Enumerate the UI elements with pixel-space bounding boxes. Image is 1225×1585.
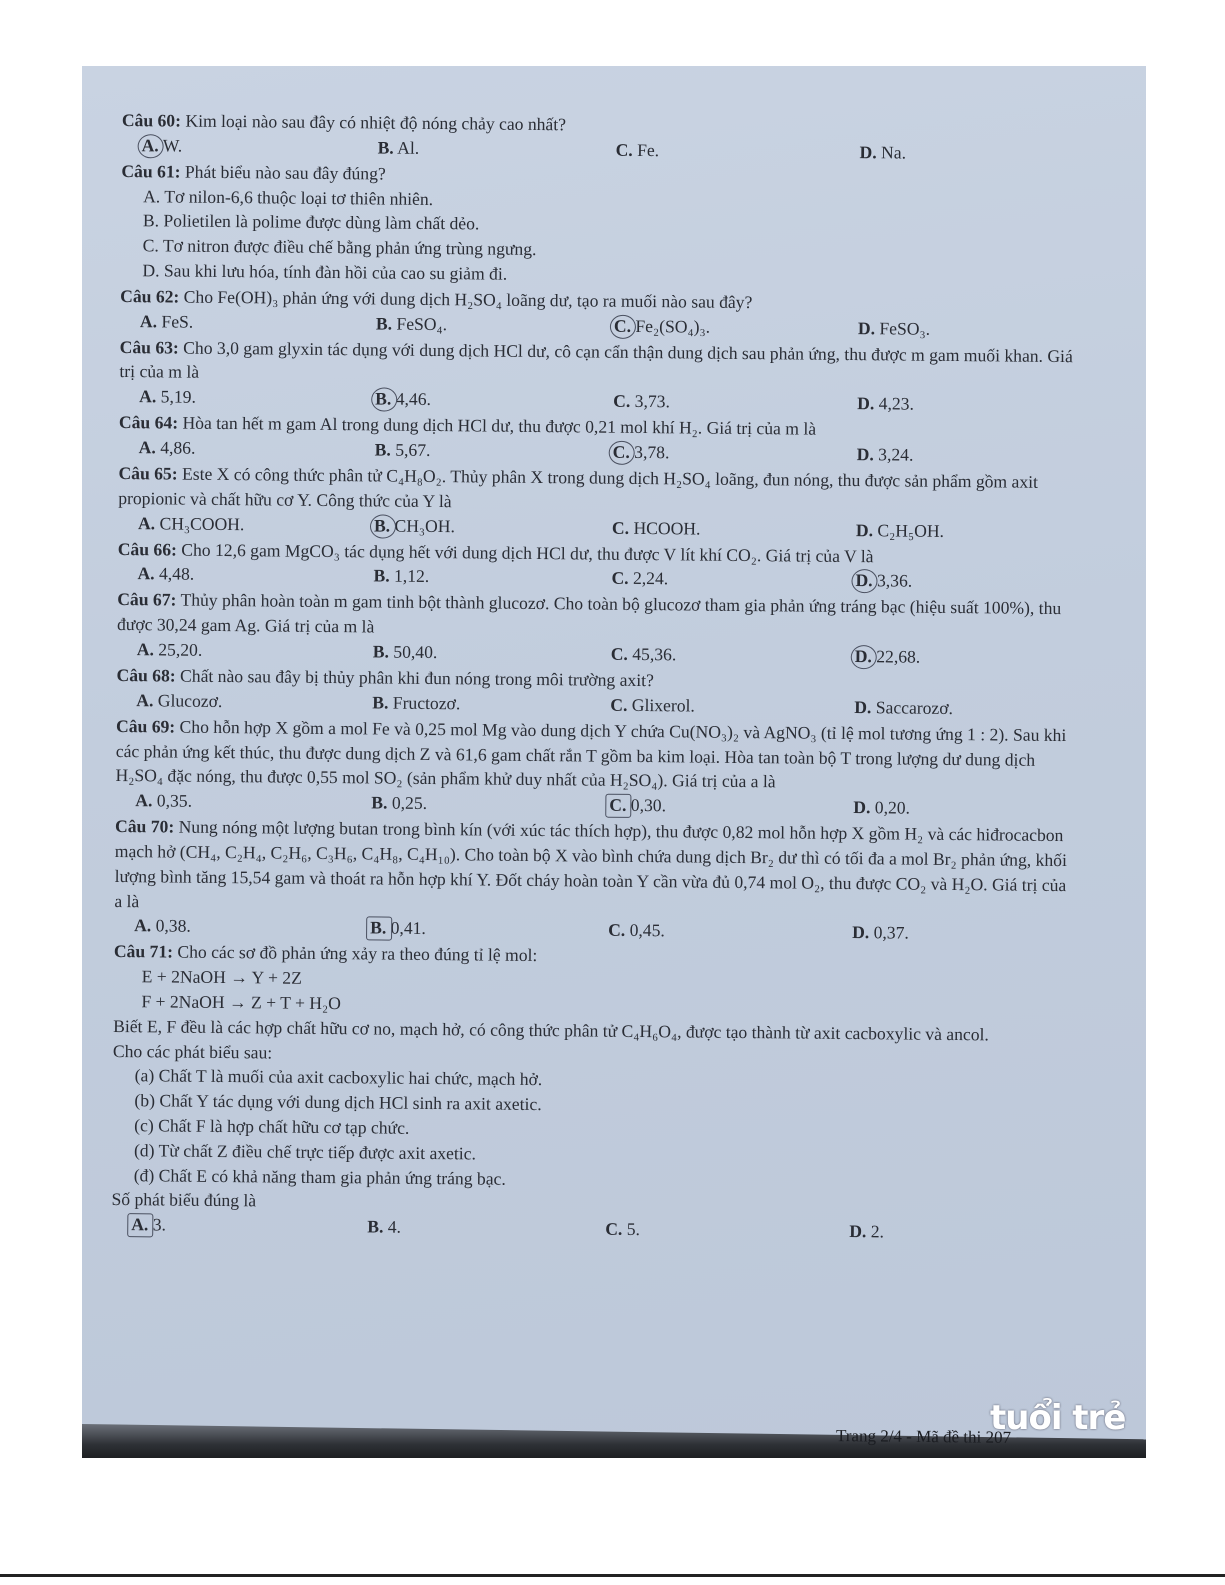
question-q62 — [120, 284, 1080, 343]
answer-option-d[interactable] — [858, 316, 930, 341]
option-text: 3. — [148, 1214, 167, 1235]
answer-option-a[interactable] — [140, 309, 194, 334]
question-body: Nung nóng một lượng butan trong bình kín (với xúc tác thích hợp), thu được 0,82 mol hỗn hợp X gồm H₂ và các hiđrocacbon mạch hở (CH₄, C₂H₄, C₂H₆, C₃H₆, C₄H₈, C₄H₁₀). Cho toàn bộ X vào bình chứa dung dịch Br₂ dư thì có tối đa a mol Br₂ phản ứng, khối lượng bình tăng 15,54 gam và thoát ra hỗn hợp khí Y. Đốt cháy hoàn toàn Y cần vừa đủ 0,74 mol O₂, thu được CO₂ và H₂O. Giá trị của a là — [114, 816, 1067, 911]
answer-option-d[interactable] — [855, 644, 921, 669]
answer-option-b[interactable] — [374, 513, 455, 539]
answer-option-a[interactable] — [142, 133, 183, 158]
question-label: Câu 68: — [116, 664, 176, 686]
answer-option-d[interactable] — [849, 1219, 884, 1244]
question-text — [115, 714, 1076, 798]
option-text: FeSO₄. — [391, 313, 448, 334]
answer-option-d[interactable] — [852, 920, 909, 945]
answer-option-c[interactable] — [605, 1217, 640, 1242]
option-text: 0,35. — [152, 790, 193, 811]
answer-option-d[interactable] — [855, 568, 912, 593]
question-body: Cho hỗn hợp X gồm a mol Fe và 0,25 mol Mg vào dung dịch Y chứa Cu(NO₃)₂ và AgNO₃ (tỉ lệ mol tương ứng 1 : 2). Sau khi các phản ứng kết thúc, thu được dung dịch Z và 61,6 gam chất rắn T gồm ba kim loại. Hòa tan toàn bộ T trong lượng dư dung dịch H₂SO₄ đặc nóng, thu được 0,55 mol SO₂ (sản phẩm khử duy nhất của H₂SO₄). Giá trị của a là — [115, 716, 1067, 792]
option-key: B. — [367, 1216, 384, 1237]
question-label: Câu 65: — [118, 462, 178, 484]
answer-option-b[interactable] — [375, 437, 431, 462]
option-key: D. — [859, 141, 877, 163]
bottom-divider — [0, 1574, 1225, 1577]
option-key: A. — [139, 310, 158, 331]
question-body: Kim loại nào sau đây có nhiệt độ nóng chảy cao nhất? — [180, 110, 567, 135]
option-key: A. — [136, 689, 154, 711]
option-key: C. — [615, 139, 633, 160]
question-body: Chất nào sau đây bị thủy phân khi đun nóng trong môi trường axit? — [175, 665, 654, 691]
option-key: B. — [371, 792, 388, 813]
option-text: 22,68. — [871, 646, 921, 667]
question-label: Câu 69: — [115, 715, 176, 737]
answer-option-b[interactable] — [376, 311, 447, 336]
question-body: Hòa tan hết m gam Al trong dung dịch HCl dư, thu được 0,21 mol khí H₂. Giá trị của m là — [178, 412, 817, 439]
option-text: 4,23. — [874, 393, 914, 414]
answer-option-a[interactable] — [136, 688, 222, 714]
answer-option-b[interactable] — [371, 791, 427, 816]
statement-item: (đ) Chất E có khả năng tham gia phản ứng tráng bạc. — [133, 1164, 506, 1189]
option-key: B. — [372, 641, 390, 662]
option-text: 50,40. — [388, 641, 438, 663]
answer-option-a[interactable] — [134, 913, 191, 938]
question-body: Cho 3,0 gam glyxin tác dụng với dung dịch HCl dư, cô cạn cẩn thận dung dịch sau phản ứng, thu được m gam muối khan. Giá trị của m là — [119, 337, 1073, 383]
option-key: D. — [854, 696, 872, 717]
option-text: FeS. — [156, 310, 194, 332]
option-text: 4,86. — [155, 437, 196, 458]
option-text: 5,67. — [390, 439, 431, 460]
option-key: A. — [136, 639, 155, 660]
statement-item: (c) Chất F là hợp chất hữu cơ tạp chức. — [134, 1115, 410, 1138]
option-key: D. — [855, 570, 873, 591]
option-text: W. — [158, 135, 183, 156]
option-text: 25,20. — [153, 639, 203, 660]
option-text: 0,38. — [151, 915, 191, 937]
answer-option-c[interactable] — [614, 313, 710, 339]
question-closing: Số phát biểu đúng là — [111, 1189, 257, 1211]
answer-option-a[interactable] — [135, 788, 192, 813]
question-label: Câu 70: — [115, 816, 175, 837]
option-key: A. — [139, 386, 157, 407]
question-label: Câu 62: — [120, 285, 180, 307]
option-key: C. — [608, 920, 626, 941]
question-label: Câu 64: — [118, 412, 179, 433]
answer-option-b[interactable] — [373, 564, 429, 589]
option-text: 0,37. — [869, 922, 909, 943]
option-text: 2,24. — [628, 568, 669, 589]
answer-option-c[interactable] — [608, 918, 665, 943]
option-key: B. — [373, 565, 390, 586]
option-text: Glucozơ. — [153, 690, 223, 711]
option-text: 0,45. — [625, 920, 665, 941]
option-key: D. — [857, 393, 875, 414]
exam-content — [111, 108, 1082, 1247]
question-q65 — [118, 461, 1079, 545]
question-body: Cho Fe(OH)₃ phản ứng với dung dịch H₂SO₄ loãng dư, tạo ra muối nào sau đây? — [179, 286, 753, 312]
option-key: A. — [131, 1214, 149, 1235]
option-text: 0,20. — [870, 797, 911, 818]
option-key: C. — [611, 517, 630, 538]
statement-item: C. Tơ nitron được điều chế bằng phản ứng trùng ngưng. — [142, 235, 537, 260]
answer-option-c[interactable] — [616, 138, 660, 163]
option-text: 5,19. — [156, 386, 197, 407]
statement-item: (b) Chất Y tác dụng với dung dịch HCl sinh ra axit axetic. — [134, 1090, 542, 1115]
option-text: Fe₂(SO₄)₃. — [630, 315, 711, 337]
option-text: C₂H₅OH. — [872, 519, 945, 541]
answer-option-a[interactable] — [137, 637, 203, 662]
option-key: B. — [375, 388, 392, 409]
answer-option-c[interactable] — [613, 440, 670, 465]
option-key: A. — [141, 134, 159, 156]
question-q71 — [111, 939, 1074, 1246]
answer-option-b[interactable] — [375, 387, 431, 412]
option-text: Saccarozơ. — [871, 696, 954, 718]
option-key: A. — [137, 563, 155, 584]
option-text: 0,30. — [626, 795, 667, 816]
option-text: Fe. — [632, 139, 660, 160]
question-q69 — [115, 714, 1076, 823]
answer-option-d[interactable] — [856, 518, 944, 544]
answer-option-d[interactable] — [853, 795, 910, 820]
option-key: D. — [856, 444, 874, 465]
answer-option-a[interactable] — [139, 384, 196, 409]
option-key: D. — [852, 922, 870, 943]
option-text: 1,12. — [389, 565, 430, 587]
answer-option-c[interactable] — [612, 515, 701, 541]
question-label: Câu 63: — [119, 336, 179, 358]
option-key: D. — [853, 797, 871, 818]
answer-option-a[interactable] — [131, 1212, 166, 1237]
statement-item: A. Tơ nilon-6,6 thuộc loại tơ thiên nhiên. — [143, 185, 434, 209]
answer-option-a[interactable] — [138, 511, 245, 537]
option-key: C. — [610, 694, 628, 715]
page-footer: Trang 2/4 - Mã đề thi 207 — [835, 1426, 1012, 1447]
question-label: Câu 60: — [121, 109, 182, 131]
option-text: Fructozơ. — [388, 692, 461, 714]
option-text: 0,41. — [386, 917, 426, 939]
option-text: Al. — [393, 137, 420, 158]
statement-item: B. Polietilen là polime được dùng làm chất dẻo. — [142, 210, 480, 234]
question-text — [114, 814, 1075, 922]
question-q60 — [122, 108, 1082, 167]
question-label: Câu 71: — [113, 941, 174, 962]
option-key: A. — [137, 512, 156, 533]
answer-option-b[interactable] — [370, 916, 426, 941]
option-key: B. — [372, 692, 389, 713]
answer-option-c[interactable] — [613, 389, 670, 414]
option-text: 3,78. — [629, 441, 670, 463]
option-key: C. — [611, 568, 629, 589]
option-text: 3,24. — [873, 444, 914, 465]
option-key: B. — [375, 313, 393, 334]
option-text: 4,48. — [154, 563, 195, 585]
option-key: A. — [135, 790, 153, 811]
question-q66 — [117, 537, 1077, 596]
answer-option-c[interactable] — [611, 642, 677, 667]
option-key: D. — [854, 646, 872, 667]
question-body: Cho các sơ đồ phản ứng xảy ra theo đúng tỉ lệ mol: — [172, 941, 538, 966]
question-label: Câu 66: — [117, 538, 178, 560]
option-text: 3,36. — [872, 570, 913, 591]
option-text: HCOOH. — [629, 517, 701, 539]
option-key: C. — [612, 441, 630, 462]
option-key: D. — [849, 1221, 867, 1242]
option-key: D. — [857, 317, 876, 338]
answer-option-b[interactable] — [378, 135, 420, 160]
reaction-equation: F + 2NaOH → Z + T + H₂O — [141, 991, 341, 1014]
answer-option-b[interactable] — [367, 1215, 401, 1240]
question-q67 — [117, 587, 1078, 671]
option-text: 5. — [622, 1218, 641, 1240]
option-text: FeSO₃. — [874, 317, 931, 339]
answer-option-d[interactable] — [859, 140, 906, 165]
option-text: Glixerol. — [627, 694, 695, 716]
answer-option-a[interactable] — [137, 562, 194, 587]
statement-item: (d) Từ chất Z điều chế trực tiếp được axit axetic. — [133, 1139, 477, 1164]
question-q70 — [114, 814, 1075, 947]
answer-option-c[interactable] — [609, 793, 666, 818]
option-text: 4. — [383, 1216, 402, 1237]
option-key: C. — [609, 794, 627, 816]
answer-option-b[interactable] — [372, 690, 460, 716]
question-q64 — [119, 410, 1079, 469]
option-key: C. — [610, 643, 628, 664]
question-label: Câu 61: — [121, 160, 181, 182]
option-text: 0,25. — [387, 792, 428, 814]
option-text: CH₃OH. — [390, 515, 456, 536]
answer-option-d[interactable] — [857, 442, 914, 467]
option-key: D. — [855, 519, 874, 540]
statement-item: D. Sau khi lưu hóa, tính đàn hồi của cao su giảm đi. — [142, 260, 508, 284]
question-q61 — [120, 159, 1081, 292]
option-key: B. — [373, 515, 391, 536]
option-text: 45,36. — [627, 643, 677, 665]
question-paragraph: Cho các phát biểu sau: — [112, 1040, 273, 1063]
statement-item: (a) Chất T là muối của axit cacboxylic hai chức, mạch hở. — [134, 1065, 543, 1090]
question-body: Phát biểu nào sau đây đúng? — [180, 161, 386, 184]
answer-option-c[interactable] — [610, 692, 695, 718]
newspaper-logo: tuổi trẻ — [990, 1398, 1126, 1438]
question-body: Cho 12,6 gam MgCO₃ tác dụng hết với dung dịch HCl dư, thu được V lít khí CO₂. Giá trị của V là — [176, 539, 874, 566]
question-q63 — [119, 335, 1080, 419]
question-q68 — [116, 663, 1076, 722]
question-body: Thủy phân hoàn toàn m gam tinh bột thành glucozơ. Cho toàn bộ glucozơ tham gia phản ứng tráng bạc (hiệu suất 100%), thu được 30,24 gam Ag. Giá trị của m là — [116, 589, 1062, 637]
option-key: C. — [605, 1218, 623, 1239]
option-key: A. — [138, 437, 156, 458]
option-text: Na. — [876, 142, 907, 163]
option-text: 3,73. — [630, 391, 671, 412]
answer-option-d[interactable] — [857, 391, 914, 416]
option-key: C. — [613, 390, 631, 412]
question-body: Este X có công thức phân tử C₄H₈O₂. Thủy phân X trong dung dịch H₂SO₄ loãng, đun nóng, thu được sản phẩm gồm axit propionic và chất hữu cơ Y. Công thức của Y là — [118, 463, 1039, 511]
answer-option-a[interactable] — [139, 435, 196, 460]
reaction-equation: E + 2NaOH → Y + 2Z — [141, 966, 303, 988]
option-text: CH₃COOH. — [155, 512, 245, 534]
question-label: Câu 67: — [117, 589, 177, 610]
option-key: A. — [134, 915, 152, 936]
question-paragraph: Biết E, F đều là các hợp chất hữu cơ no, mạch hở, có công thức phân tử C₄H₆O₄, được tạo thành từ axit cacboxylic và ancol. — [113, 1015, 989, 1045]
option-key: B. — [370, 917, 387, 938]
answer-option-b[interactable] — [373, 639, 438, 664]
option-key: C. — [613, 315, 632, 336]
option-text: 2. — [866, 1221, 885, 1242]
option-key: B. — [377, 137, 394, 158]
option-text: 4,46. — [391, 388, 432, 410]
answer-option-d[interactable] — [854, 695, 953, 721]
option-key: B. — [374, 439, 391, 460]
answer-option-c[interactable] — [611, 566, 668, 591]
